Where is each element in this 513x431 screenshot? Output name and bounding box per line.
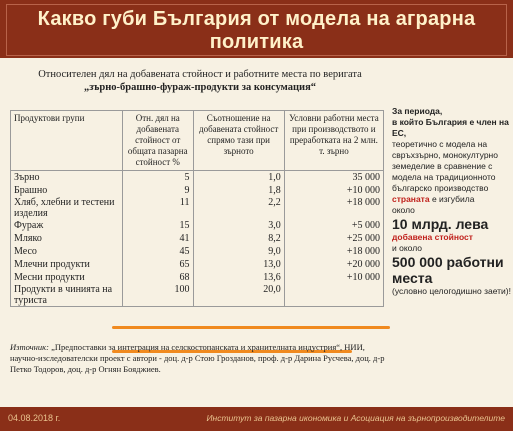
table-row bbox=[11, 171, 384, 185]
side-lost: е изгубила bbox=[431, 194, 475, 204]
cell-product: Хляб, хлебни и тестени изделия bbox=[11, 197, 123, 219]
side-text-7: и около bbox=[392, 243, 422, 253]
cell-jobs: +10 000 bbox=[284, 184, 383, 197]
cell-ratio: 1,0 bbox=[193, 171, 284, 185]
cell-jobs: +20 000 bbox=[284, 258, 383, 271]
highlight-line-upper bbox=[112, 326, 390, 329]
cell-product: Продукти в чинията на туриста bbox=[11, 284, 123, 307]
side-text-8: (условно целогодишно заети)! bbox=[392, 286, 511, 296]
source-label: Източник: bbox=[10, 342, 49, 352]
source-text: „Предпоставки за интеграция на селскостопанската и хранителната индустрия“, НИИ, научно-изследователски проект с автори - доц. д-р Стою Грозданов, проф. д-р Дарина Русчева, доц. д-р Петко Тодоров, доц. д-р Огнян Бояджиев. bbox=[10, 342, 385, 374]
cell-jobs: +18 000 bbox=[284, 245, 383, 258]
cell-share: 9 bbox=[123, 184, 194, 197]
side-text-2: в който България е член на ЕС, bbox=[392, 117, 509, 138]
table-row bbox=[11, 197, 384, 219]
header-jobs: Условни работни места при производството и преработката на 2 млн. т. зърно bbox=[284, 111, 383, 171]
footer-bar bbox=[0, 407, 513, 431]
cell-ratio: 8,2 bbox=[193, 232, 284, 245]
cell-jobs: +5 000 bbox=[284, 219, 383, 232]
cell-jobs: 35 000 bbox=[284, 171, 383, 185]
header-ratio: Съотношение на добавената стойност спрямо тази при зърното bbox=[193, 111, 284, 171]
cell-share: 68 bbox=[123, 271, 194, 284]
cell-product: Мляко bbox=[11, 232, 123, 245]
cell-jobs: +10 000 bbox=[284, 271, 383, 284]
cell-share: 41 bbox=[123, 232, 194, 245]
cell-share: 15 bbox=[123, 219, 194, 232]
cell-ratio: 20,0 bbox=[193, 284, 284, 307]
cell-ratio: 13,0 bbox=[193, 258, 284, 271]
source-note bbox=[10, 342, 390, 375]
header-bar bbox=[0, 0, 513, 58]
cell-share: 11 bbox=[123, 197, 194, 219]
table-row bbox=[11, 219, 384, 232]
cell-ratio: 1,8 bbox=[193, 184, 284, 197]
value-chain-table bbox=[10, 110, 384, 307]
header-share: Отн. дял на добавената стойност от общата пазарна стойност % bbox=[123, 111, 194, 171]
cell-product: Фураж bbox=[11, 219, 123, 232]
caption-line-1: Относителен дял на добавената стойност и работните места по веригата bbox=[38, 69, 362, 80]
cell-ratio: 13,6 bbox=[193, 271, 284, 284]
cell-share: 100 bbox=[123, 284, 194, 307]
side-country: страната bbox=[392, 194, 430, 204]
header-product-groups: Продуктови групи bbox=[11, 111, 123, 171]
cell-product: Месо bbox=[11, 245, 123, 258]
cell-ratio: 3,0 bbox=[193, 219, 284, 232]
cell-share: 45 bbox=[123, 245, 194, 258]
cell-product: Брашно bbox=[11, 184, 123, 197]
footer-text: Институт за пазарна икономика и Асоциация на зърнопроизводителите bbox=[206, 413, 505, 423]
side-big-jobs: 500 000 работни места bbox=[392, 254, 504, 286]
table-row bbox=[11, 258, 384, 271]
table-row bbox=[11, 232, 384, 245]
table-row bbox=[11, 184, 384, 197]
cell-share: 5 bbox=[123, 171, 194, 185]
cell-product: Млечни продукти bbox=[11, 258, 123, 271]
cell-product: Зърно bbox=[11, 171, 123, 185]
side-added-value: добавена стойност bbox=[392, 232, 473, 242]
caption-line-2: „зърно-брашно-фураж-продукти за консумация“ bbox=[83, 82, 317, 93]
table-row bbox=[11, 271, 384, 284]
cell-share: 65 bbox=[123, 258, 194, 271]
cell-product: Месни продукти bbox=[11, 271, 123, 284]
table-row bbox=[11, 245, 384, 258]
side-text-3: теоретично с модела на свръхзърно, монокултурно земеделие в сравнение с модела на традиционното българско производство bbox=[392, 139, 498, 193]
cell-jobs bbox=[284, 284, 383, 307]
side-text-5: около bbox=[392, 205, 415, 215]
table-row bbox=[11, 284, 384, 307]
cell-jobs: +25 000 bbox=[284, 232, 383, 245]
side-panel bbox=[392, 106, 512, 297]
footer-date: 04.08.2018 г. bbox=[8, 413, 61, 423]
table-caption bbox=[10, 68, 390, 94]
side-text-4 bbox=[392, 194, 512, 205]
slide-title: Какво губи България от модела на аграрна политика bbox=[37, 8, 476, 53]
side-big-value: 10 млрд. лева bbox=[392, 216, 489, 232]
cell-ratio: 2,2 bbox=[193, 197, 284, 219]
cell-jobs: +18 000 bbox=[284, 197, 383, 219]
side-text-1: За периода, bbox=[392, 106, 443, 116]
cell-ratio: 9,0 bbox=[193, 245, 284, 258]
